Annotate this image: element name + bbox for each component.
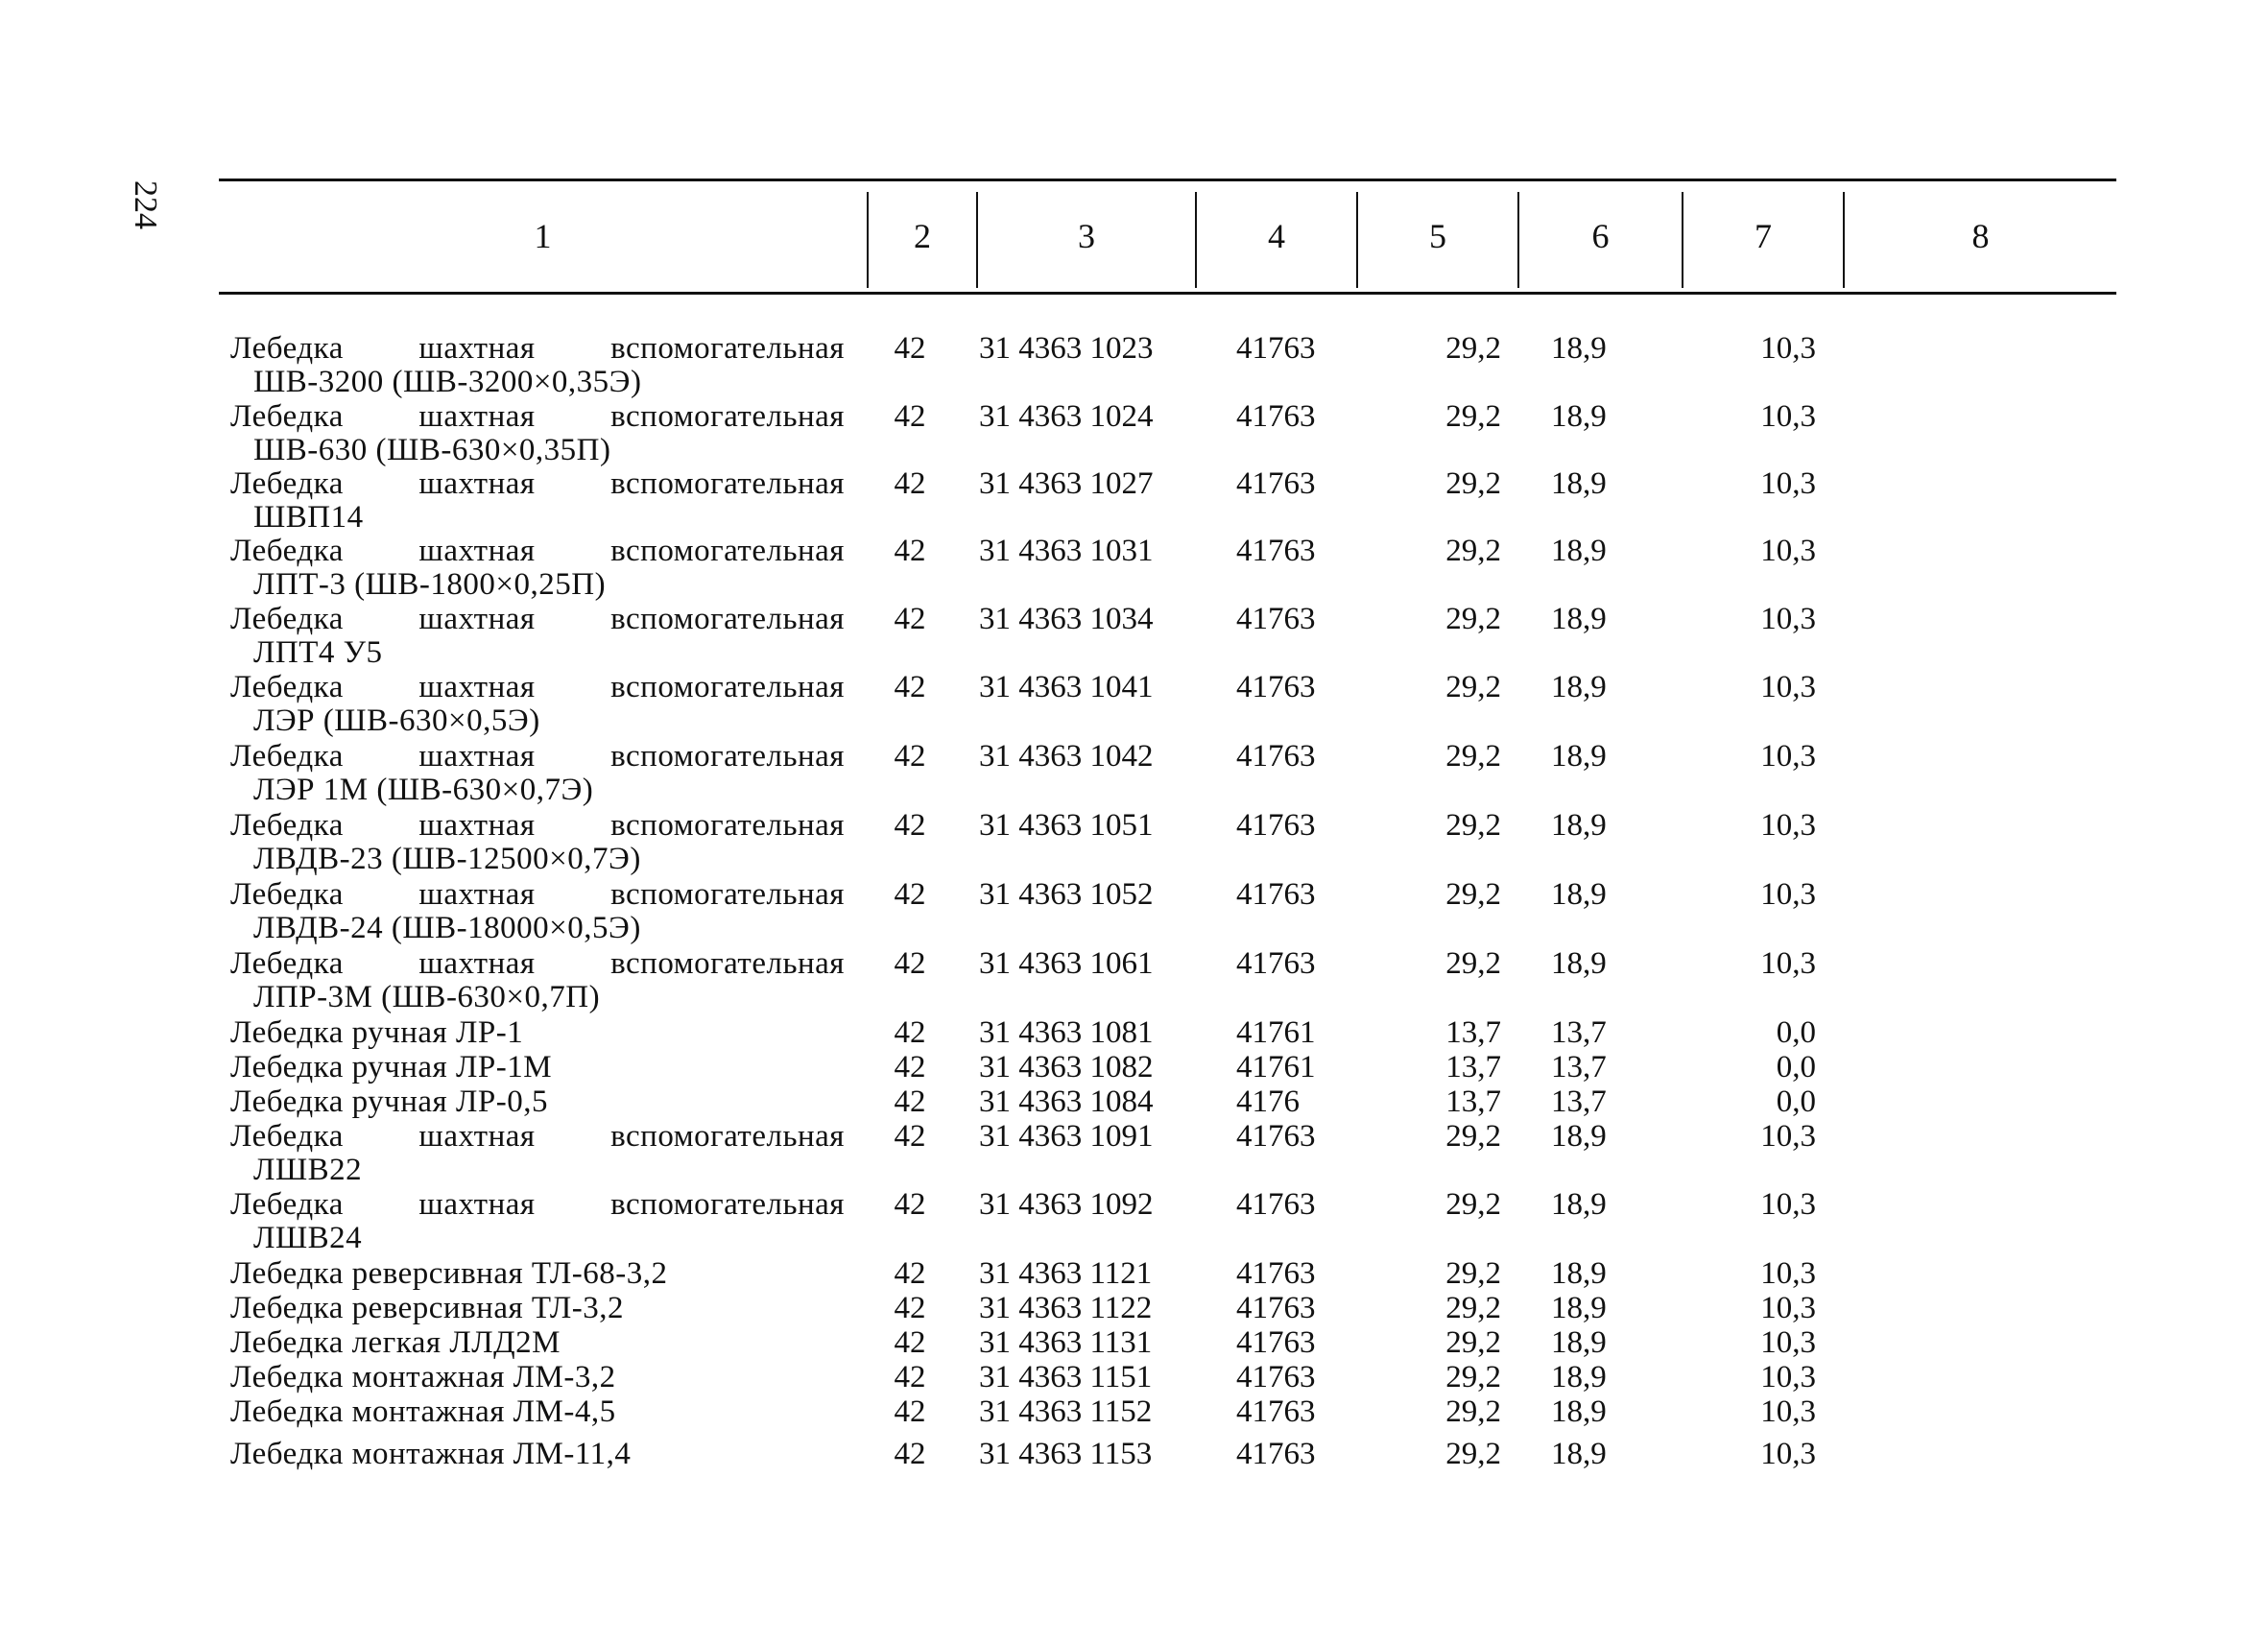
cell-col-7: 0,0: [1776, 1015, 1816, 1050]
cell-col-3: 31 4363 1052: [979, 877, 1154, 912]
cell-col-4: 41763: [1236, 1291, 1316, 1325]
cell-col-4: 41763: [1236, 331, 1316, 366]
cell-col-4: 41763: [1236, 399, 1316, 434]
row-name-line-1: Лебедка шахтная вспомогательная: [230, 534, 845, 568]
cell-col-3: 31 4363 1121: [979, 1256, 1153, 1291]
cell-col-2: 42: [894, 534, 926, 568]
cell-col-4: 41763: [1236, 739, 1316, 774]
cell-col-5: 29,2: [1445, 466, 1501, 501]
cell-col-4: 41763: [1236, 877, 1316, 912]
table-row: [219, 878, 2116, 947]
table-row: [219, 467, 2116, 535]
row-name: [219, 1085, 845, 1119]
row-name-line-1: Лебедка шахтная вспомогательная: [230, 877, 845, 912]
row-name: [219, 1016, 845, 1050]
table-row: [219, 1085, 2116, 1120]
row-name-line-2: ШВП14: [253, 500, 364, 535]
row-name: [219, 332, 845, 399]
cell-col-3: 31 4363 1152: [979, 1394, 1153, 1429]
cell-col-6: 18,9: [1551, 670, 1607, 704]
header-col-1: 1: [534, 217, 552, 255]
cell-col-7: 10,3: [1760, 1437, 1816, 1471]
cell-col-3: 31 4363 1131: [979, 1325, 1153, 1360]
cell-col-6: 18,9: [1551, 1187, 1607, 1222]
cell-col-4: 41763: [1236, 534, 1316, 568]
cell-col-2: 42: [894, 331, 926, 366]
cell-col-3: 31 4363 1092: [979, 1187, 1154, 1222]
cell-col-2: 42: [894, 877, 926, 912]
cell-col-2: 42: [894, 1325, 926, 1360]
cell-col-2: 42: [894, 399, 926, 434]
cell-col-6: 18,9: [1551, 808, 1607, 843]
cell-col-2: 42: [894, 1394, 926, 1429]
row-name: [219, 671, 845, 738]
cell-col-7: 10,3: [1760, 1119, 1816, 1154]
cell-col-3: 31 4363 1151: [979, 1360, 1153, 1394]
row-name-line-1: Лебедка шахтная вспомогательная: [230, 466, 845, 501]
cell-col-3: 31 4363 1024: [979, 399, 1154, 434]
row-name-line-2: ШВ-630 (ШВ-630×0,35П): [253, 433, 611, 467]
cell-col-6: 18,9: [1551, 1394, 1607, 1429]
cell-col-6: 18,9: [1551, 1437, 1607, 1471]
cell-col-5: 13,7: [1445, 1050, 1501, 1084]
row-name-line-2: ЛПР-3М (ШВ-630×0,7П): [253, 980, 601, 1014]
cell-col-7: 10,3: [1760, 670, 1816, 704]
cell-col-5: 29,2: [1445, 1119, 1501, 1154]
cell-col-5: 29,2: [1445, 399, 1501, 434]
cell-col-3: 31 4363 1023: [979, 331, 1154, 366]
cell-col-3: 31 4363 1041: [979, 670, 1154, 704]
cell-col-5: 29,2: [1445, 1437, 1501, 1471]
cell-col-4: 41763: [1236, 1325, 1316, 1360]
table-row: [219, 1016, 2116, 1051]
cell-col-7: 10,3: [1760, 1291, 1816, 1325]
table-row: [219, 1292, 2116, 1326]
cell-col-2: 42: [894, 670, 926, 704]
cell-col-7: 10,3: [1760, 1187, 1816, 1222]
table-row: [219, 332, 2116, 400]
header-col-2: 2: [914, 217, 931, 255]
row-name-line-2: ЛЭР 1М (ШВ-630×0,7Э): [253, 773, 594, 807]
row-name-line-1: Лебедка реверсивная ТЛ-68-3,2: [230, 1256, 668, 1291]
cell-col-7: 10,3: [1760, 602, 1816, 636]
table-row: [219, 400, 2116, 467]
row-name-line-1: Лебедка монтажная ЛМ-4,5: [230, 1394, 616, 1429]
cell-col-3: 31 4363 1027: [979, 466, 1154, 501]
row-name: [219, 878, 845, 945]
table-row: [219, 603, 2116, 671]
cell-col-5: 29,2: [1445, 1256, 1501, 1291]
cell-col-3: 31 4363 1153: [979, 1437, 1153, 1471]
row-name-line-2: ЛВДВ-23 (ШВ-12500×0,7Э): [253, 842, 641, 876]
cell-col-7: 10,3: [1760, 399, 1816, 434]
row-name-line-1: Лебедка шахтная вспомогательная: [230, 946, 845, 981]
header-col-6: 6: [1591, 217, 1610, 255]
cell-col-3: 31 4363 1122: [979, 1291, 1153, 1325]
cell-col-3: 31 4363 1061: [979, 946, 1154, 981]
row-name: [219, 740, 845, 807]
cell-col-7: 10,3: [1760, 331, 1816, 366]
row-name-line-2: ЛШВ22: [253, 1153, 363, 1187]
row-name: [219, 1188, 845, 1255]
cell-col-6: 18,9: [1551, 1325, 1607, 1360]
row-name-line-2: ЛПТ-3 (ШВ-1800×0,25П): [253, 567, 607, 602]
cell-col-7: 10,3: [1760, 877, 1816, 912]
table-row: [219, 535, 2116, 603]
row-name: [219, 1120, 845, 1187]
header-col-4: 4: [1268, 217, 1285, 255]
cell-col-4: 41763: [1236, 602, 1316, 636]
cell-col-6: 18,9: [1551, 739, 1607, 774]
cell-col-7: 0,0: [1776, 1084, 1816, 1119]
cell-col-2: 42: [894, 1050, 926, 1084]
cell-col-6: 18,9: [1551, 946, 1607, 981]
cell-col-7: 10,3: [1760, 946, 1816, 981]
cell-col-6: 18,9: [1551, 466, 1607, 501]
table-row: [219, 1051, 2116, 1085]
cell-col-4: 41763: [1236, 946, 1316, 981]
cell-col-5: 29,2: [1445, 670, 1501, 704]
cell-col-3: 31 4363 1034: [979, 602, 1154, 636]
row-name: [219, 1326, 845, 1360]
table-row: [219, 671, 2116, 740]
row-name-line-2: ЛВДВ-24 (ШВ-18000×0,5Э): [253, 911, 641, 945]
cell-col-2: 42: [894, 739, 926, 774]
cell-col-5: 29,2: [1445, 1360, 1501, 1394]
table-header: [219, 184, 2116, 288]
cell-col-3: 31 4363 1042: [979, 739, 1154, 774]
row-name-line-1: Лебедка шахтная вспомогательная: [230, 331, 845, 366]
table-row: [219, 1326, 2116, 1361]
row-name: [219, 535, 845, 602]
cell-col-6: 18,9: [1551, 534, 1607, 568]
cell-col-2: 42: [894, 1015, 926, 1050]
cell-col-6: 13,7: [1551, 1015, 1607, 1050]
row-name: [219, 603, 845, 670]
cell-col-4: 41763: [1236, 1437, 1316, 1471]
table-header-rule: [219, 292, 2116, 295]
cell-col-3: 31 4363 1084: [979, 1084, 1154, 1119]
table-top-rule: [219, 179, 2116, 181]
page-number: 224: [128, 180, 163, 229]
cell-col-5: 29,2: [1445, 808, 1501, 843]
cell-col-7: 10,3: [1760, 1256, 1816, 1291]
table-row: [219, 1438, 2116, 1472]
row-name-line-1: Лебедка шахтная вспомогательная: [230, 808, 845, 843]
row-name-line-1: Лебедка шахтная вспомогательная: [230, 1119, 845, 1154]
table-row: [219, 1120, 2116, 1188]
cell-col-7: 10,3: [1760, 1360, 1816, 1394]
cell-col-6: 18,9: [1551, 399, 1607, 434]
table-row: [219, 740, 2116, 809]
cell-col-5: 29,2: [1445, 602, 1501, 636]
cell-col-5: 29,2: [1445, 739, 1501, 774]
cell-col-3: 31 4363 1081: [979, 1015, 1154, 1050]
cell-col-5: 29,2: [1445, 1394, 1501, 1429]
cell-col-2: 42: [894, 1119, 926, 1154]
cell-col-2: 42: [894, 1084, 926, 1119]
cell-col-3: 31 4363 1051: [979, 808, 1154, 843]
cell-col-2: 42: [894, 1187, 926, 1222]
cell-col-6: 18,9: [1551, 1256, 1607, 1291]
cell-col-6: 18,9: [1551, 1291, 1607, 1325]
row-name: [219, 1257, 845, 1291]
cell-col-6: 18,9: [1551, 331, 1607, 366]
cell-col-5: 29,2: [1445, 1325, 1501, 1360]
row-name: [219, 1051, 845, 1084]
cell-col-7: 0,0: [1776, 1050, 1816, 1084]
row-name: [219, 467, 845, 535]
cell-col-5: 13,7: [1445, 1084, 1501, 1119]
row-name-line-1: Лебедка шахтная вспомогательная: [230, 399, 845, 434]
row-name: [219, 1361, 845, 1394]
cell-col-4: 41763: [1236, 808, 1316, 843]
cell-col-4: 41763: [1236, 1119, 1316, 1154]
table-row: [219, 1361, 2116, 1395]
row-name-line-1: Лебедка шахтная вспомогательная: [230, 1187, 845, 1222]
cell-col-5: 29,2: [1445, 946, 1501, 981]
cell-col-2: 42: [894, 1437, 926, 1471]
table-row: [219, 947, 2116, 1016]
cell-col-3: 31 4363 1082: [979, 1050, 1154, 1084]
row-name: [219, 947, 845, 1014]
cell-col-6: 18,9: [1551, 877, 1607, 912]
cell-col-4: 41763: [1236, 1360, 1316, 1394]
cell-col-3: 31 4363 1091: [979, 1119, 1154, 1154]
cell-col-2: 42: [894, 808, 926, 843]
row-name-line-1: Лебедка ручная ЛР-1М: [230, 1050, 553, 1084]
cell-col-6: 13,7: [1551, 1050, 1607, 1084]
cell-col-7: 10,3: [1760, 739, 1816, 774]
cell-col-2: 42: [894, 602, 926, 636]
cell-col-4: 41763: [1236, 1394, 1316, 1429]
cell-col-7: 10,3: [1760, 1394, 1816, 1429]
cell-col-4: 41761: [1236, 1015, 1316, 1050]
cell-col-5: 13,7: [1445, 1015, 1501, 1050]
row-name-line-2: ЛШВ24: [253, 1221, 363, 1255]
row-name-line-1: Лебедка шахтная вспомогательная: [230, 602, 845, 636]
cell-col-5: 29,2: [1445, 331, 1501, 366]
cell-col-6: 18,9: [1551, 602, 1607, 636]
cell-col-4: 41763: [1236, 670, 1316, 704]
row-name: [219, 809, 845, 876]
row-name-line-1: Лебедка монтажная ЛМ-3,2: [230, 1360, 616, 1394]
row-name: [219, 1438, 845, 1471]
cell-col-4: 4176: [1236, 1084, 1300, 1119]
cell-col-2: 42: [894, 1360, 926, 1394]
cell-col-4: 41763: [1236, 1256, 1316, 1291]
row-name-line-1: Лебедка реверсивная ТЛ-3,2: [230, 1291, 625, 1325]
table-row: [219, 809, 2116, 878]
row-name-line-1: Лебедка ручная ЛР-0,5: [230, 1084, 548, 1119]
cell-col-7: 10,3: [1760, 1325, 1816, 1360]
cell-col-4: 41763: [1236, 466, 1316, 501]
header-col-3: 3: [1078, 217, 1095, 255]
cell-col-5: 29,2: [1445, 1291, 1501, 1325]
row-name-line-1: Лебедка монтажная ЛМ-11,4: [230, 1437, 632, 1471]
row-name: [219, 1292, 845, 1325]
row-name: [219, 400, 845, 467]
header-col-8: 8: [1971, 217, 1990, 255]
cell-col-7: 10,3: [1760, 808, 1816, 843]
table-row: [219, 1257, 2116, 1292]
cell-col-6: 13,7: [1551, 1084, 1607, 1119]
table-row: [219, 1395, 2116, 1438]
cell-col-4: 41761: [1236, 1050, 1316, 1084]
row-name-line-1: Лебедка шахтная вспомогательная: [230, 739, 845, 774]
row-name-line-2: ШВ-3200 (ШВ-3200×0,35Э): [253, 365, 642, 399]
cell-col-2: 42: [894, 1256, 926, 1291]
cell-col-4: 41763: [1236, 1187, 1316, 1222]
cell-col-5: 29,2: [1445, 877, 1501, 912]
cell-col-5: 29,2: [1445, 534, 1501, 568]
row-name-line-1: Лебедка ручная ЛР-1: [230, 1015, 524, 1050]
cell-col-2: 42: [894, 946, 926, 981]
cell-col-3: 31 4363 1031: [979, 534, 1154, 568]
row-name: [219, 1395, 845, 1429]
row-name-line-2: ЛПТ4 У5: [253, 635, 383, 670]
table-row: [219, 1188, 2116, 1257]
row-name-line-2: ЛЭР (ШВ-630×0,5Э): [253, 703, 540, 738]
cell-col-6: 18,9: [1551, 1119, 1607, 1154]
cell-col-2: 42: [894, 1291, 926, 1325]
header-col-5: 5: [1429, 217, 1446, 255]
row-name-line-1: Лебедка легкая ЛЛД2М: [230, 1325, 561, 1360]
cell-col-7: 10,3: [1760, 534, 1816, 568]
cell-col-6: 18,9: [1551, 1360, 1607, 1394]
row-name-line-1: Лебедка шахтная вспомогательная: [230, 670, 845, 704]
cell-col-2: 42: [894, 466, 926, 501]
cell-col-7: 10,3: [1760, 466, 1816, 501]
cell-col-5: 29,2: [1445, 1187, 1501, 1222]
header-col-7: 7: [1755, 217, 1772, 255]
